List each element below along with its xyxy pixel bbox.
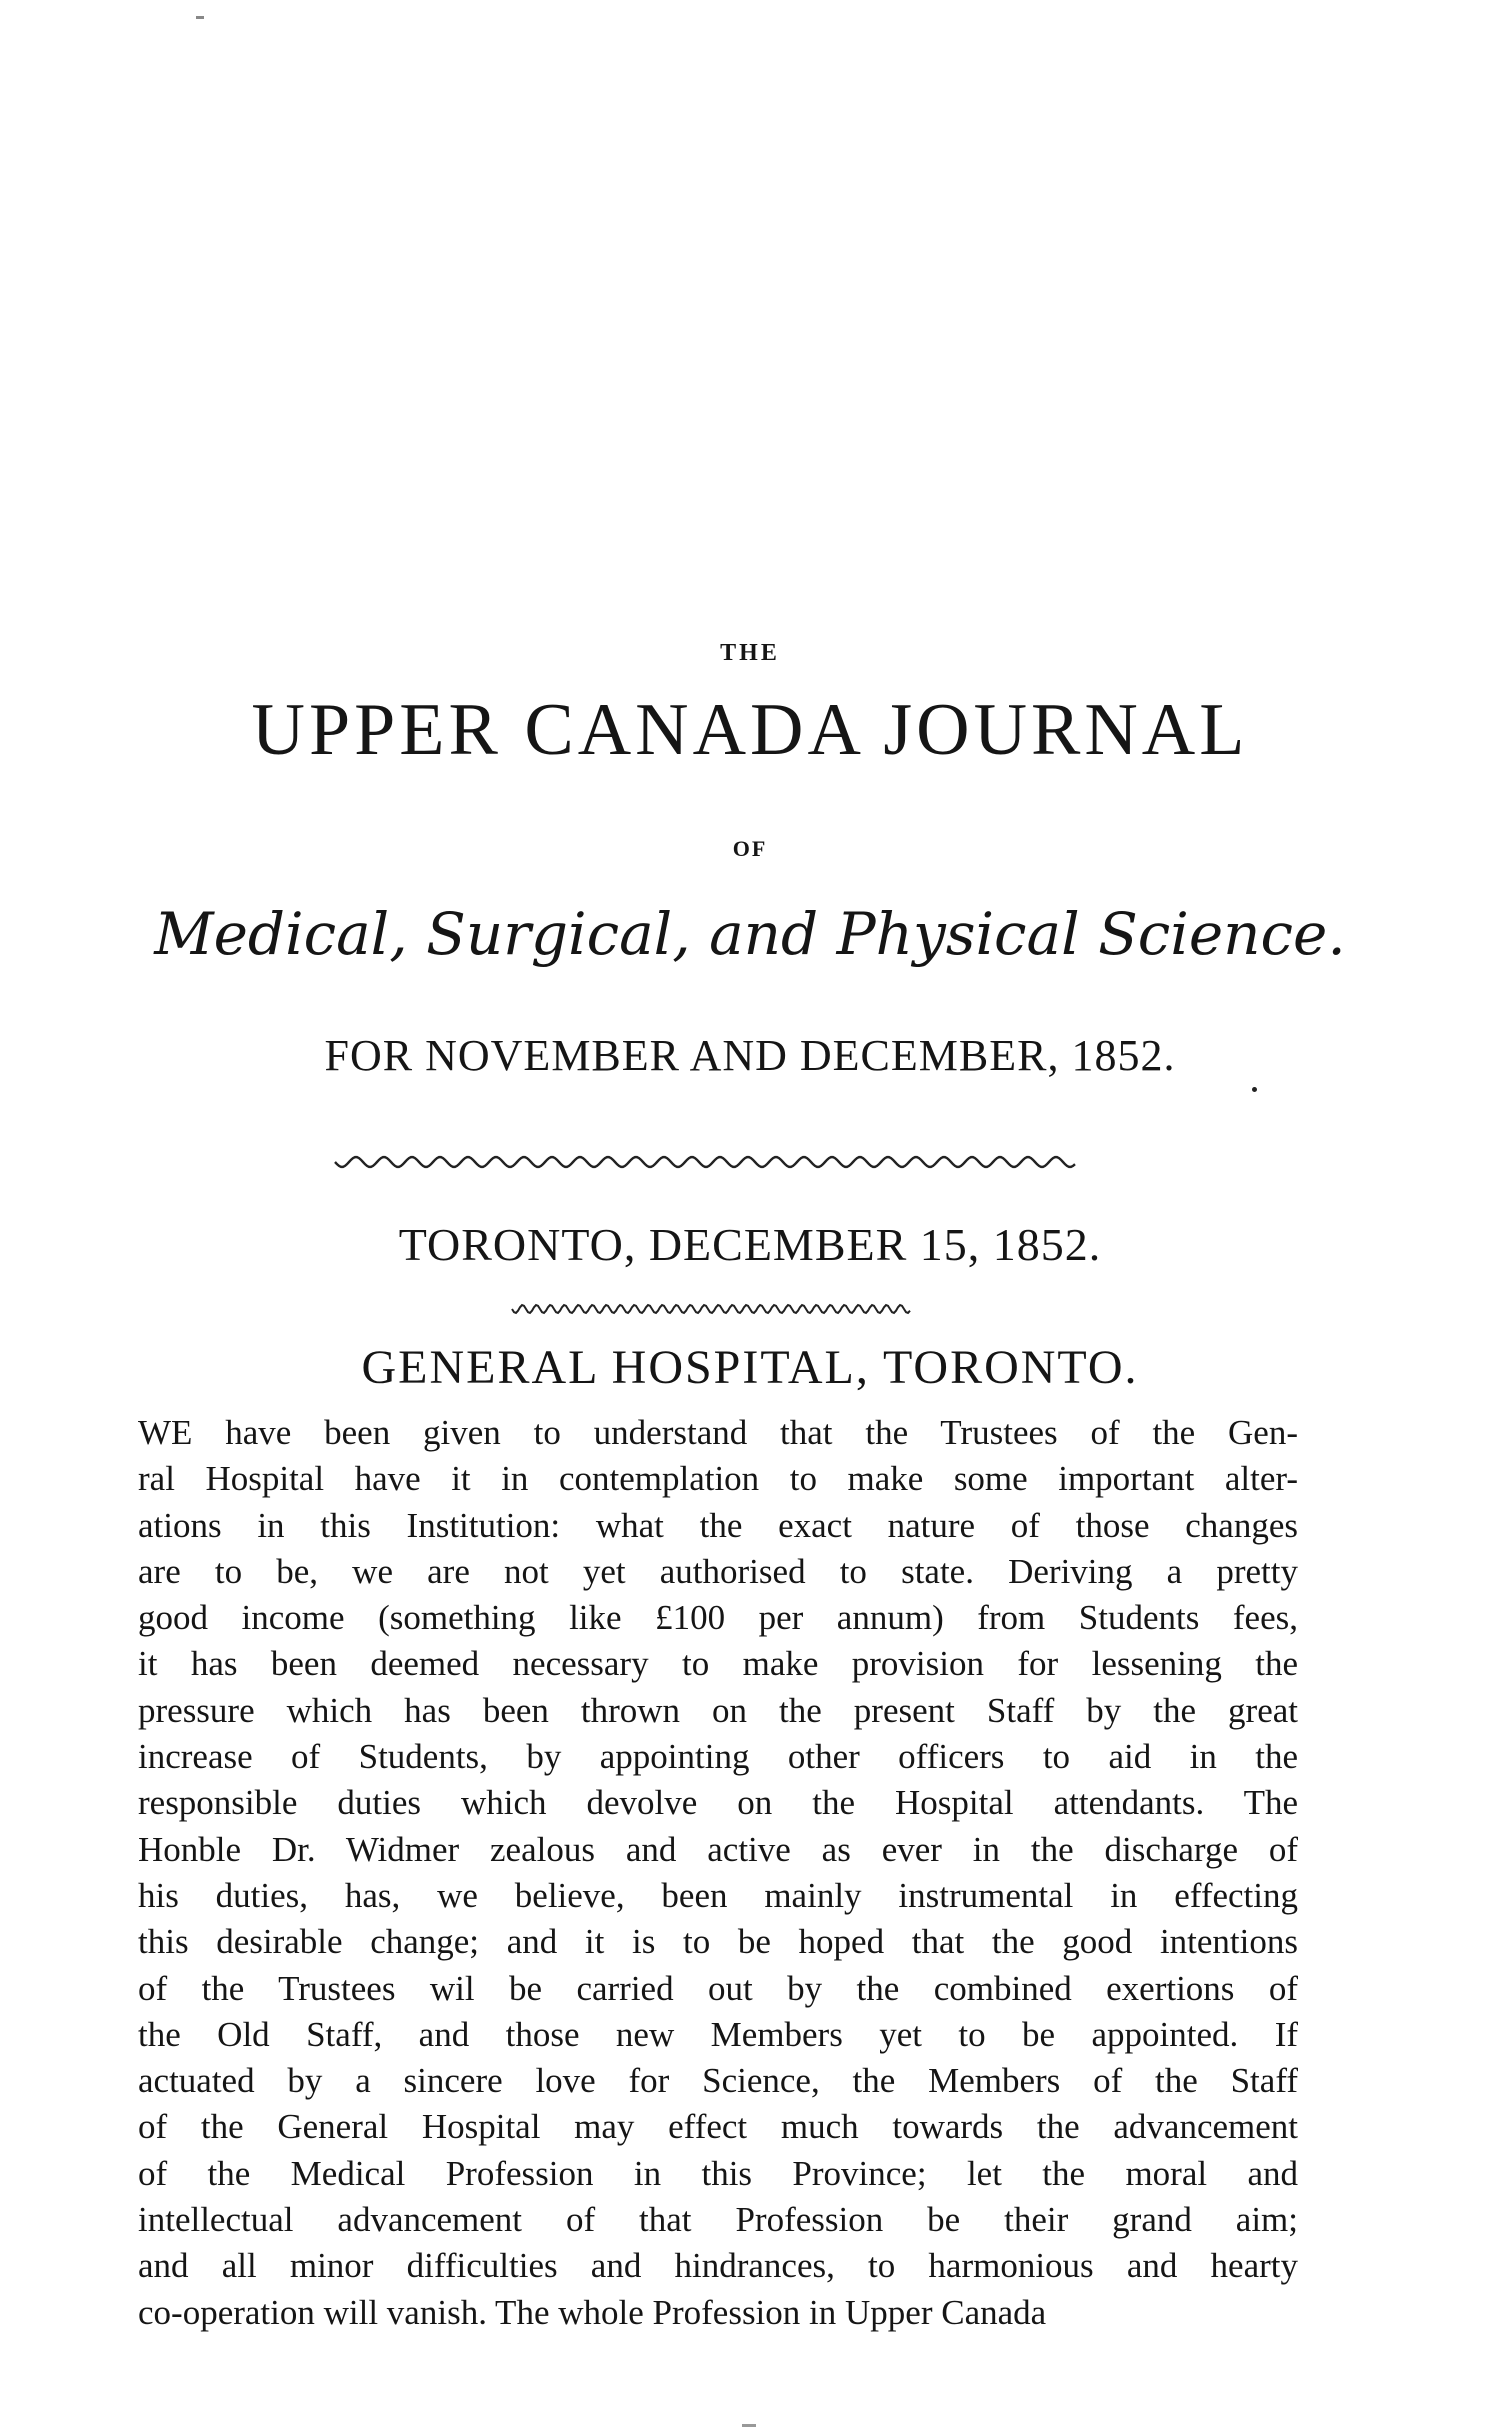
issue-line: FOR NOVEMBER AND DECEMBER, 1852.: [324, 1031, 1176, 1080]
body-line: of the Medical Profession in this Province; let the moral and: [138, 2153, 1298, 2193]
body-line: actuated by a sincere love for Science, the Members of the Staff: [138, 2061, 1298, 2101]
body-line: ral Hospital have it in contemplation to make some important alter-: [138, 1459, 1298, 1499]
wavy-divider-bottom: [0, 1300, 1500, 1318]
body-line: WE have been given to understand that the Trustees of the Gen-: [138, 1413, 1298, 1452]
body-line: this desirable change; and it is to be hoped that the good intentions: [138, 1922, 1298, 1962]
body-line: his duties, has, we believe, been mainly instrumental in effecting: [138, 1875, 1298, 1915]
body-line: Honble Dr. Widmer zealous and active as ever in the discharge of: [138, 1829, 1298, 1869]
body-line: co-operation will vanish. The whole Profession in Upper Canada: [138, 2292, 1047, 2332]
article-body: [138, 1410, 1298, 2336]
body-line: ations in this Institution: what the exact nature of those changes: [138, 1505, 1298, 1545]
wavy-divider-top: [0, 1150, 1500, 1174]
journal-subtitle: Medical, Surgical, and Physical Science.: [154, 900, 1346, 968]
body-line: responsible duties which devolve on the Hospital attendants. The: [138, 1783, 1298, 1823]
article-title: GENERAL HOSPITAL, TORONTO.: [361, 1341, 1139, 1394]
dateline: TORONTO, DECEMBER 15, 1852.: [398, 1219, 1102, 1270]
body-line: are to be, we are not yet authorised to state. Deriving a pretty: [138, 1551, 1298, 1591]
body-line: and all minor difficulties and hindrances, to harmonious and hearty: [138, 2246, 1298, 2286]
body-line: the Old Staff, and those new Members yet to be appointed. If: [138, 2014, 1298, 2054]
body-line: good income (something like £100 per annum) from Students fees,: [138, 1598, 1298, 1638]
body-line: of the General Hospital may effect much towards the advancement: [138, 2107, 1298, 2147]
title-the: THE: [720, 640, 780, 666]
body-line: increase of Students, by appointing other officers to aid in the: [138, 1737, 1298, 1777]
journal-title: UPPER CANADA JOURNAL: [251, 689, 1249, 771]
speck-mark-bottom: [742, 2424, 756, 2427]
body-line: it has been deemed necessary to make provision for lessening the: [138, 1644, 1298, 1684]
title-of: OF: [732, 836, 768, 861]
speck-mark: [196, 16, 204, 19]
body-line: intellectual advancement of that Profession be their grand aim;: [138, 2200, 1298, 2240]
body-line: pressure which has been thrown on the present Staff by the great: [138, 1690, 1298, 1730]
body-line: of the Trustees wil be carried out by the combined exertions of: [138, 1968, 1298, 2008]
speck-dot: [1252, 1087, 1257, 1092]
